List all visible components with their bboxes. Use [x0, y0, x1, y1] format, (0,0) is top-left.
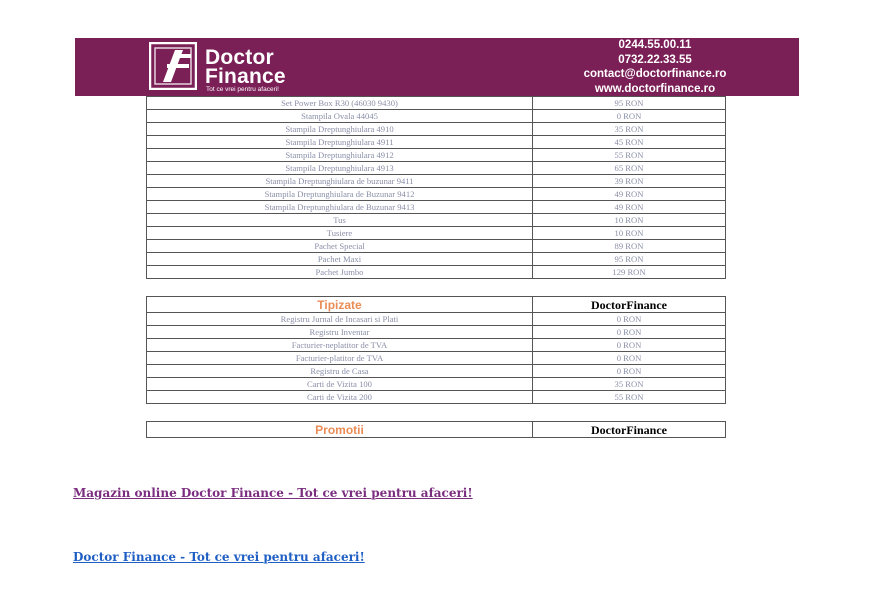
product-price: 0 RON [533, 326, 726, 339]
table-row [147, 214, 726, 227]
product-price: 95 RON [533, 253, 726, 266]
product-price: 10 RON [533, 227, 726, 240]
section-title-promotii: Promotii [147, 422, 533, 438]
products-price-table [146, 96, 726, 279]
tipizate-price-table [146, 296, 726, 404]
column-brand-header: DoctorFinance [533, 422, 726, 438]
product-name: Facturier-platitor de TVA [147, 352, 533, 365]
contact-email[interactable]: contact@doctorfinance.ro [583, 68, 727, 80]
product-price: 129 RON [533, 266, 726, 279]
table-row [147, 240, 726, 253]
logo-name-line-1: Doctor [205, 46, 274, 69]
column-brand-header: DoctorFinance [533, 297, 726, 313]
product-price: 0 RON [533, 365, 726, 378]
product-name: Stampila Dreptunghiulara 4911 [147, 136, 533, 149]
product-price: 0 RON [533, 110, 726, 123]
table-row [147, 110, 726, 123]
table-row [147, 97, 726, 110]
promotii-price-table [146, 421, 726, 438]
phone-2[interactable]: 0732.22.33.55 [618, 53, 692, 66]
table-row [147, 365, 726, 378]
product-price: 65 RON [533, 162, 726, 175]
product-price: 0 RON [533, 339, 726, 352]
website-url[interactable]: www.doctorfinance.ro [594, 82, 716, 95]
table-row [147, 162, 726, 175]
logo-mark-icon [149, 42, 197, 90]
product-name: Set Power Box R30 (46030 9430) [147, 97, 533, 110]
contact-block [565, 38, 745, 96]
product-name: Stampila Dreptunghiulara de buzunar 9411 [147, 175, 533, 188]
page-header [75, 38, 799, 96]
table-row [147, 123, 726, 136]
product-name: Stampila Dreptunghiulara 4910 [147, 123, 533, 136]
product-name: Stampila Dreptunghiulara de Buzunar 9413 [147, 201, 533, 214]
product-name: Tusiere [147, 227, 533, 240]
table-row [147, 253, 726, 266]
product-price: 35 RON [533, 123, 726, 136]
phone-1[interactable]: 0244.55.00.11 [618, 39, 692, 51]
product-name: Pachet Special [147, 240, 533, 253]
table-row [147, 266, 726, 279]
product-price: 89 RON [533, 240, 726, 253]
product-name: Registru Jurnal de Incasari si Plati [147, 313, 533, 326]
table-row [147, 201, 726, 214]
table-row [147, 391, 726, 404]
product-price: 39 RON [533, 175, 726, 188]
table-row [147, 378, 726, 391]
website-link[interactable]: Doctor Finance - Tot ce vrei pentru afaceri! [73, 550, 365, 564]
product-price: 45 RON [533, 136, 726, 149]
table-header-row [147, 422, 726, 438]
product-price: 95 RON [533, 97, 726, 110]
section-title-tipizate: Tipizate [147, 297, 533, 313]
table-row [147, 149, 726, 162]
product-name: Registru de Casa [147, 365, 533, 378]
product-name: Stampila Dreptunghiulara 4912 [147, 149, 533, 162]
table-row [147, 227, 726, 240]
product-name: Registru Inventar [147, 326, 533, 339]
table-row [147, 175, 726, 188]
online-shop-link[interactable]: Magazin online Doctor Finance - Tot ce vrei pentru afaceri! [73, 486, 473, 500]
product-name: Stampila Dreptunghiulara de Buzunar 9412 [147, 188, 533, 201]
product-price: 55 RON [533, 391, 726, 404]
product-price: 0 RON [533, 352, 726, 365]
product-price: 0 RON [533, 313, 726, 326]
product-name: Pachet Maxi [147, 253, 533, 266]
logo-name-line-2: Finance [205, 65, 286, 88]
table-row [147, 352, 726, 365]
table-header-row [147, 297, 726, 313]
table-row [147, 339, 726, 352]
table-row [147, 326, 726, 339]
table-row [147, 136, 726, 149]
product-name: Pachet Jumbo [147, 266, 533, 279]
product-name: Facturier-neplatitor de TVA [147, 339, 533, 352]
logo-tagline: Tot ce vrei pentru afaceri! [206, 86, 279, 93]
table-row [147, 313, 726, 326]
product-name: Stampila Dreptunghiulara 4913 [147, 162, 533, 175]
product-name: Carti de Vizita 100 [147, 378, 533, 391]
product-price: 35 RON [533, 378, 726, 391]
product-price: 49 RON [533, 201, 726, 214]
table-row [147, 188, 726, 201]
product-name: Carti de Vizita 200 [147, 391, 533, 404]
product-name: Tus [147, 214, 533, 227]
doctor-finance-logo[interactable] [149, 42, 309, 94]
product-price: 49 RON [533, 188, 726, 201]
product-price: 10 RON [533, 214, 726, 227]
product-name: Stampila Ovala 44045 [147, 110, 533, 123]
product-price: 55 RON [533, 149, 726, 162]
logo-name [205, 48, 286, 86]
